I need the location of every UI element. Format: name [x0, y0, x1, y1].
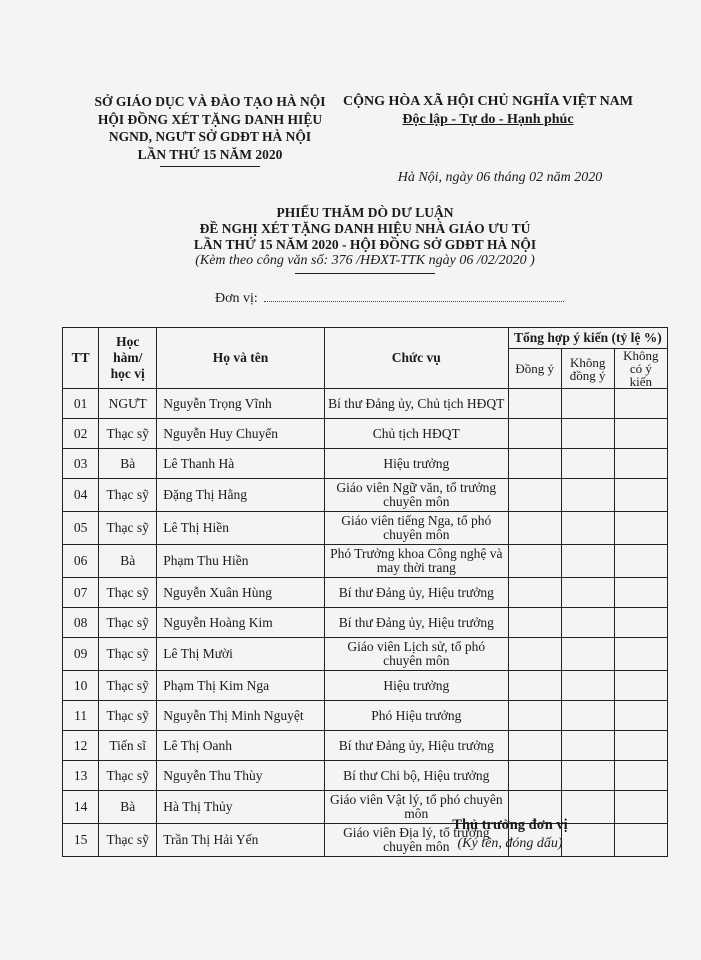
- cell-dong-y[interactable]: [508, 671, 561, 701]
- cell-khong-y-kien[interactable]: [614, 512, 667, 545]
- title-divider: [295, 273, 435, 274]
- cell-tt: 09: [63, 638, 99, 671]
- cell-chuc-vu: Giáo viên Địa lý, tổ trưởng chuyên môn: [324, 824, 508, 857]
- issuer-line-1: SỞ GIÁO DỤC VÀ ĐÀO TẠO HÀ NỘI: [94, 94, 326, 109]
- cell-khong-y-kien[interactable]: [614, 824, 667, 857]
- cell-tt: 05: [63, 512, 99, 545]
- cell-hoc-ham: Thạc sỹ: [99, 512, 157, 545]
- cell-chuc-vu: Phó Trưởng khoa Công nghệ và may thời trang: [324, 545, 508, 578]
- cell-ho-ten: Lê Thị Hiền: [157, 512, 325, 545]
- document-title: [100, 205, 630, 274]
- table-row: [63, 671, 668, 701]
- cell-hoc-ham: Thạc sỹ: [99, 701, 157, 731]
- cell-chuc-vu: Giáo viên tiếng Nga, tổ phó chuyên môn: [324, 512, 508, 545]
- table-row: [63, 638, 668, 671]
- cell-khong-dong-y[interactable]: [561, 761, 614, 791]
- document-date: Hà Nội, ngày 06 tháng 02 năm 2020: [397, 170, 603, 185]
- header-tt: TT: [63, 328, 99, 389]
- signature-title: Thủ trưởng đơn vị: [452, 817, 568, 833]
- cell-hoc-ham: Thạc sỹ: [99, 761, 157, 791]
- cell-dong-y[interactable]: [508, 638, 561, 671]
- cell-khong-dong-y[interactable]: [561, 608, 614, 638]
- cell-hoc-ham: Thạc sỹ: [99, 671, 157, 701]
- cell-tt: 10: [63, 671, 99, 701]
- cell-tt: 06: [63, 545, 99, 578]
- cell-ho-ten: Lê Thị Mười: [157, 638, 325, 671]
- signature-block: [410, 817, 610, 852]
- cell-khong-dong-y[interactable]: [561, 638, 614, 671]
- national-title: CỘNG HÒA XÃ HỘI CHỦ NGHĨA VIỆT NAM: [342, 94, 633, 109]
- cell-hoc-ham: Thạc sỹ: [99, 419, 157, 449]
- table-row: [63, 578, 668, 608]
- unit-field: [215, 291, 564, 307]
- cell-khong-y-kien[interactable]: [614, 671, 667, 701]
- cell-tt: 07: [63, 578, 99, 608]
- cell-tt: 14: [63, 791, 99, 824]
- cell-dong-y[interactable]: [508, 608, 561, 638]
- unit-blank-line[interactable]: [264, 291, 564, 302]
- table-row: [63, 608, 668, 638]
- cell-hoc-ham: Thạc sỹ: [99, 479, 157, 512]
- nominee-table: [62, 327, 668, 857]
- header-khong-dong-y: Không đồng ý: [561, 349, 614, 389]
- cell-tt: 01: [63, 389, 99, 419]
- cell-khong-dong-y[interactable]: [561, 578, 614, 608]
- cell-chuc-vu: Chủ tịch HĐQT: [324, 419, 508, 449]
- cell-hoc-ham: Bà: [99, 791, 157, 824]
- cell-khong-y-kien[interactable]: [614, 578, 667, 608]
- cell-khong-dong-y[interactable]: [561, 671, 614, 701]
- header-chuc-vu: Chức vụ: [324, 328, 508, 389]
- table-row: [63, 479, 668, 512]
- cell-ho-ten: Nguyễn Huy Chuyển: [157, 419, 325, 449]
- cell-dong-y[interactable]: [508, 389, 561, 419]
- cell-chuc-vu: Bí thư Đảng ủy, Hiệu trưởng: [324, 608, 508, 638]
- cell-khong-dong-y[interactable]: [561, 449, 614, 479]
- title-line-2: ĐỀ NGHỊ XÉT TẶNG DANH HIỆU NHÀ GIÁO ƯU TÚ: [199, 221, 531, 236]
- cell-hoc-ham: Bà: [99, 449, 157, 479]
- cell-dong-y[interactable]: [508, 545, 561, 578]
- cell-khong-dong-y[interactable]: [561, 389, 614, 419]
- cell-ho-ten: Lê Thanh Hà: [157, 449, 325, 479]
- cell-khong-y-kien[interactable]: [614, 701, 667, 731]
- national-header: [338, 93, 638, 128]
- cell-chuc-vu: Hiệu trưởng: [324, 449, 508, 479]
- cell-ho-ten: Nguyễn Xuân Hùng: [157, 578, 325, 608]
- cell-hoc-ham: NGƯT: [99, 389, 157, 419]
- cell-chuc-vu: Bí thư Chi bộ, Hiệu trưởng: [324, 761, 508, 791]
- header-hoc-ham: Học hàm/ học vị: [99, 328, 157, 389]
- cell-ho-ten: Phạm Thu Hiền: [157, 545, 325, 578]
- cell-dong-y[interactable]: [508, 761, 561, 791]
- cell-hoc-ham: Tiến sĩ: [99, 731, 157, 761]
- header-dong-y: Đồng ý: [508, 349, 561, 389]
- cell-khong-y-kien[interactable]: [614, 791, 667, 824]
- header-tong-hop: Tổng hợp ý kiến (tỷ lệ %): [508, 328, 667, 349]
- cell-dong-y[interactable]: [508, 479, 561, 512]
- signature-note: (Ký tên, đóng dấu): [457, 836, 563, 851]
- title-line-1: PHIẾU THĂM DÒ DƯ LUẬN: [276, 205, 454, 220]
- table-row: [63, 512, 668, 545]
- table-row: [63, 701, 668, 731]
- cell-khong-y-kien[interactable]: [614, 761, 667, 791]
- table-row: [63, 731, 668, 761]
- cell-ho-ten: Phạm Thị Kim Nga: [157, 671, 325, 701]
- issuer-line-4: LẦN THỨ 15 NĂM 2020: [137, 146, 283, 162]
- cell-tt: 08: [63, 608, 99, 638]
- issuer-line-3: NGND, NGƯT SỞ GDĐT HÀ NỘI: [108, 129, 312, 144]
- cell-dong-y[interactable]: [508, 449, 561, 479]
- cell-dong-y[interactable]: [508, 419, 561, 449]
- issuer-line-2: HỘI ĐỒNG XÉT TẶNG DANH HIỆU: [97, 111, 323, 127]
- cell-khong-y-kien[interactable]: [614, 545, 667, 578]
- cell-ho-ten: Đặng Thị Hằng: [157, 479, 325, 512]
- cell-chuc-vu: Bí thư Đảng ủy, Hiệu trưởng: [324, 731, 508, 761]
- cell-khong-dong-y[interactable]: [561, 419, 614, 449]
- cell-khong-dong-y[interactable]: [561, 512, 614, 545]
- cell-chuc-vu: Giáo viên Ngữ văn, tổ trưởng chuyên môn: [324, 479, 508, 512]
- cell-ho-ten: Nguyễn Trọng Vĩnh: [157, 389, 325, 419]
- cell-tt: 04: [63, 479, 99, 512]
- cell-hoc-ham: Bà: [99, 545, 157, 578]
- header-khong-y-kien: Không có ý kiến: [614, 349, 667, 389]
- title-line-3: LẦN THỨ 15 NĂM 2020 - HỘI ĐỒNG SỞ GDĐT HÀ NỘI: [193, 237, 537, 252]
- cell-ho-ten: Hà Thị Thủy: [157, 791, 325, 824]
- cell-khong-y-kien[interactable]: [614, 608, 667, 638]
- table-row: [63, 545, 668, 578]
- unit-label: Đơn vị:: [215, 291, 258, 306]
- cell-khong-y-kien[interactable]: [614, 389, 667, 419]
- cell-hoc-ham: Thạc sỹ: [99, 824, 157, 857]
- cell-ho-ten: Trần Thị Hải Yến: [157, 824, 325, 857]
- table-row: [63, 419, 668, 449]
- cell-ho-ten: Nguyễn Thị Minh Nguyệt: [157, 701, 325, 731]
- cell-khong-y-kien[interactable]: [614, 731, 667, 761]
- cell-ho-ten: Nguyễn Hoàng Kim: [157, 608, 325, 638]
- header-ho-ten: Họ và tên: [157, 328, 325, 389]
- title-reference: (Kèm theo công văn số: 376 /HĐXT-TTK ngày 06 /02/2020 ): [195, 253, 535, 268]
- cell-hoc-ham: Thạc sỹ: [99, 578, 157, 608]
- cell-dong-y[interactable]: [508, 701, 561, 731]
- cell-ho-ten: Nguyễn Thu Thùy: [157, 761, 325, 791]
- cell-khong-y-kien[interactable]: [614, 638, 667, 671]
- cell-tt: 03: [63, 449, 99, 479]
- cell-tt: 12: [63, 731, 99, 761]
- cell-khong-dong-y[interactable]: [561, 731, 614, 761]
- table-row: [63, 389, 668, 419]
- cell-khong-y-kien[interactable]: [614, 479, 667, 512]
- cell-chuc-vu: Bí thư Đảng ủy, Hiệu trưởng: [324, 578, 508, 608]
- cell-tt: 02: [63, 419, 99, 449]
- cell-chuc-vu: Bí thư Đảng ủy, Chủ tịch HĐQT: [324, 389, 508, 419]
- cell-khong-dong-y[interactable]: [561, 701, 614, 731]
- cell-chuc-vu: Giáo viên Lịch sử, tổ phó chuyên môn: [324, 638, 508, 671]
- cell-hoc-ham: Thạc sỹ: [99, 608, 157, 638]
- cell-tt: 11: [63, 701, 99, 731]
- cell-khong-y-kien[interactable]: [614, 419, 667, 449]
- cell-ho-ten: Lê Thị Oanh: [157, 731, 325, 761]
- cell-chuc-vu: Hiệu trưởng: [324, 671, 508, 701]
- cell-tt: 15: [63, 824, 99, 857]
- cell-khong-y-kien[interactable]: [614, 449, 667, 479]
- cell-hoc-ham: Thạc sỹ: [99, 638, 157, 671]
- table-row: [63, 761, 668, 791]
- cell-tt: 13: [63, 761, 99, 791]
- cell-dong-y[interactable]: [508, 578, 561, 608]
- cell-chuc-vu: Giáo viên Vật lý, tổ phó chuyên môn: [324, 791, 508, 824]
- cell-khong-dong-y[interactable]: [561, 545, 614, 578]
- cell-chuc-vu: Phó Hiệu trưởng: [324, 701, 508, 731]
- table-row: [63, 449, 668, 479]
- cell-dong-y[interactable]: [508, 512, 561, 545]
- cell-khong-dong-y[interactable]: [561, 479, 614, 512]
- issuer-divider: [160, 166, 260, 167]
- cell-dong-y[interactable]: [508, 731, 561, 761]
- issuing-body: [80, 93, 340, 167]
- national-motto: Độc lập - Tự do - Hạnh phúc: [402, 111, 574, 127]
